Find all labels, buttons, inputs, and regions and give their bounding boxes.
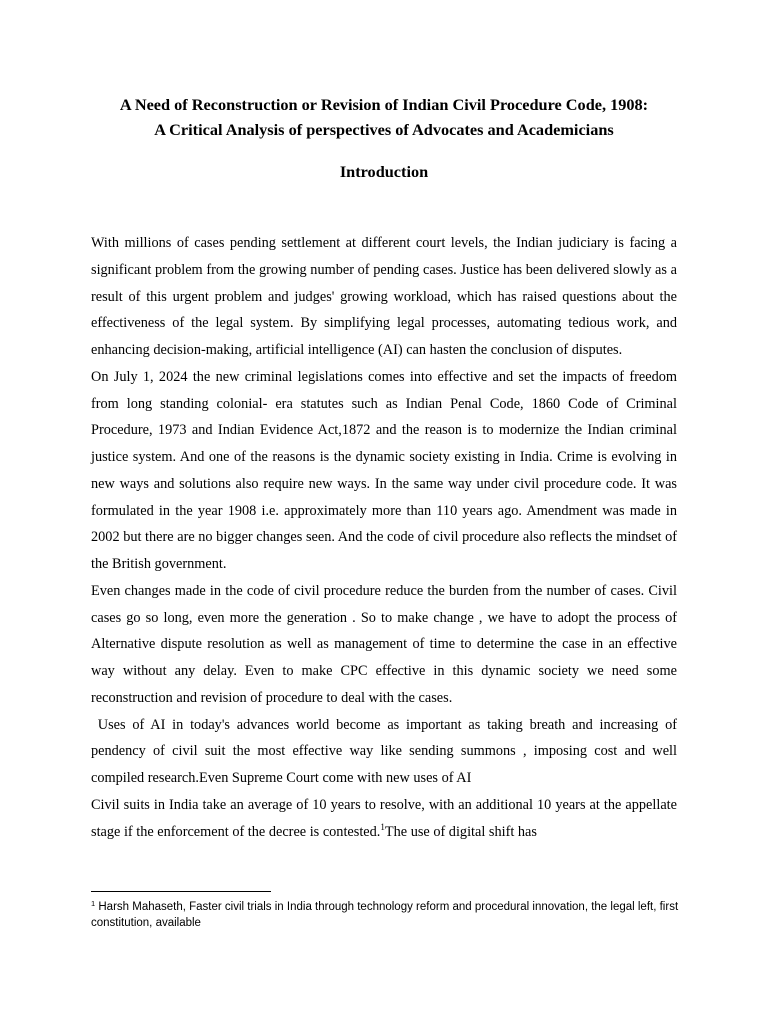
footnote-text: Harsh Mahaseth, Faster civil trials in India through technology reform and procedural innovation, the legal left, first constitution, available: [91, 901, 679, 929]
title-line-2: A Critical Analysis of perspectives of Advocates and Academicians: [154, 120, 614, 139]
document-title: [60, 92, 708, 142]
footnote: [91, 900, 681, 931]
footnote-separator: [91, 891, 271, 892]
paragraph-1: With millions of cases pending settlement at different court levels, the Indian judiciary is facing a significant problem from the growing number of pending cases. Justice has been delivered slowly as a result of this urgent problem and judges' growing workload, which has raised questions about the effectiveness of the legal system. By simplifying legal processes, automating tedious work, and enhancing decision-making, artificial intelligence (AI) can hasten the conclusion of disputes.: [91, 235, 677, 358]
paragraph-5: [91, 792, 677, 846]
title-line-1: A Need of Reconstruction or Revision of Indian Civil Procedure Code, 1908:: [119, 95, 649, 114]
paragraph-4: [91, 712, 677, 792]
section-heading: Introduction: [339, 162, 429, 181]
paragraph-5-text-start: Civil suits in India take an average of 10 years to resolve, with an additional 10 years at the appellate stage if the enforcement of the decree is contested.: [91, 796, 677, 840]
footnote-marker: 1: [91, 899, 96, 908]
footnote-reference: 1: [380, 821, 385, 832]
paragraph-2: On July 1, 2024 the new criminal legislations comes into effective and set the impacts of freedom from long standing colonial- era statutes such as Indian Penal Code, 1860 Code of Criminal Procedure, 1973 and Indian Evidence Act,1872 and the reason is to modernize the Indian criminal justice system. And one of the reasons is the dynamic society existing in India. Crime is evolving in new ways and solutions also require new ways. In the same way under civil procedure code. It was formulated in the year 1908 i.e. approximately more than 110 years ago. Amendment was made in 2002 but there are no bigger changes seen. And the code of civil procedure also reflects the mindset of the British government.: [91, 368, 677, 572]
paragraph-4-text: Uses of AI in today's advances world become as important as taking breath and increasing of pendency of civil suit the most effective way like sending summons , imposing cost and well compiled research.Even Supreme Court come with new uses of AI: [91, 716, 677, 786]
paragraph-3: Even changes made in the code of civil procedure reduce the burden from the number of cases. Civil cases go so long, even more the generation . So to make change , we have to adopt the process of Alternative dispute resolution as well as management of time to determine the case in an effective way without any delay. Even to make CPC effective in this dynamic society we need some reconstruction and revision of procedure to deal with the cases.: [91, 582, 677, 706]
paragraph-5-text-end: The use of digital shift has: [384, 823, 537, 840]
body-text: [91, 230, 677, 845]
